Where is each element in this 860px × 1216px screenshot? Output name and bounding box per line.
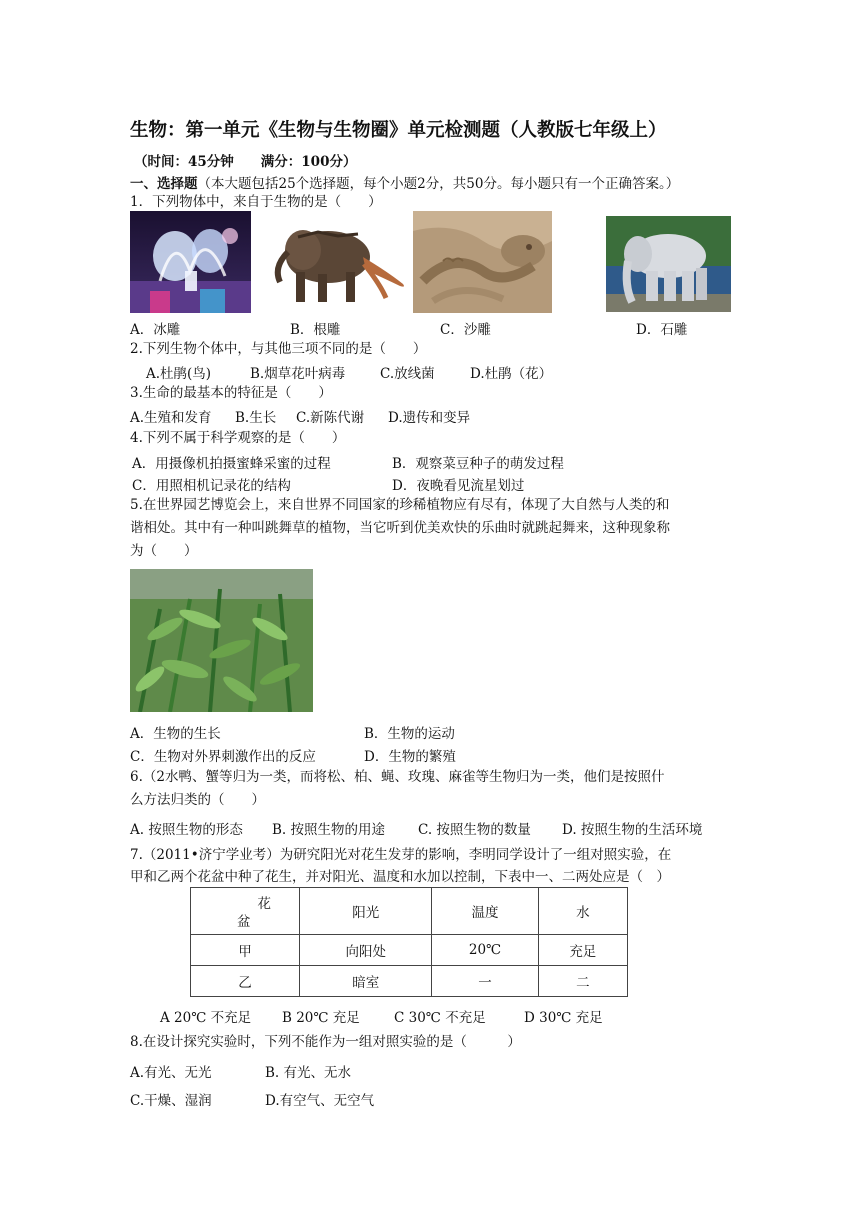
q2-option-c: C.放线菌	[380, 366, 435, 382]
corner-label-bottom: 盆	[237, 914, 251, 930]
sand-sculpture-image	[413, 211, 552, 313]
q8-option-b: B. 有光、无水	[265, 1065, 352, 1081]
q6-option-a: A. 按照生物的形态	[130, 822, 243, 838]
q6-line-1: 6.（2水鸭、蟹等归为一类，而将松、柏、蝇、玫瑰、麻雀等生物归为一类，他们是按照什	[130, 769, 665, 785]
page-title: 生物：第一单元《生物与生物圈》单元检测题（人教版七年级上）	[130, 120, 667, 141]
table-header: 水	[538, 888, 627, 935]
table-header: 阳光	[300, 888, 432, 935]
table-corner-cell	[191, 888, 300, 935]
section-note: （本大题包括25个选择题，每个小题2分，共50分。每小题只有一个正确答案。）	[197, 176, 680, 192]
q3-stem: 3.生命的最基本的特征是（ ）	[130, 385, 332, 401]
q2-stem: 2.下列生物个体中，与其他三项不同的是（ ）	[130, 341, 427, 357]
q4-option-b: B．观察菜豆种子的萌发过程	[392, 456, 564, 472]
q2-option-b: B.烟草花叶病毒	[250, 366, 346, 382]
q4-option-c: C．用照相机记录花的结构	[132, 478, 291, 494]
q8-option-a: A.有光、无光	[130, 1065, 212, 1081]
q7-option-b: B 20℃ 充足	[282, 1010, 360, 1026]
q1-option-c: C．沙雕	[440, 322, 491, 338]
q7-line-1: 7.（2011•济宁学业考）为研究阳光对花生发芽的影响，李明同学设计了一组对照实验，在	[130, 847, 672, 863]
q8-stem: 8.在设计探究实验时，下列不能作为一组对照实验的是（ ）	[130, 1034, 521, 1050]
q7-option-a: A 20℃ 不充足	[160, 1010, 252, 1026]
q4-stem: 4.下列不属于科学观察的是（ ）	[130, 430, 346, 446]
table-row	[191, 935, 628, 966]
q5-line-2: 谐相处。其中有一种叫跳舞草的植物，当它听到优美欢快的乐曲时就跳起舞来，这种现象称	[130, 520, 670, 536]
q4-option-d: D．夜晚看见流星划过	[392, 478, 525, 494]
q4-option-a: A．用摄像机拍摄蜜蜂采蜜的过程	[132, 456, 331, 472]
table-cell: 向阳处	[300, 935, 432, 966]
table-cell: 二	[538, 966, 627, 997]
ice-sculpture-image	[130, 211, 251, 313]
q1-option-a: A．冰雕	[130, 322, 181, 338]
q5-line-1: 5.在世界园艺博览会上，来自世界不同国家的珍稀植物应有尽有，体现了大自然与人类的和	[130, 497, 670, 513]
q3-option-d: D.遗传和变异	[388, 410, 471, 426]
dancing-grass-image	[130, 569, 313, 712]
q5-option-c: C．生物对外界刺激作出的反应	[130, 749, 316, 765]
table-cell: 甲	[191, 935, 300, 966]
corner-label-top: 花	[257, 896, 271, 912]
q8-option-d: D.有空气、无空气	[265, 1093, 375, 1109]
q6-option-d: D. 按照生物的生活环境	[562, 822, 703, 838]
section-heading	[130, 175, 679, 193]
root-carving-image	[268, 212, 411, 312]
q2-option-a: A.杜鹃(鸟)	[146, 366, 212, 382]
table-cell: 20℃	[432, 935, 538, 966]
q1-option-b: B．根雕	[290, 322, 341, 338]
table-header: 温度	[432, 888, 538, 935]
q7-option-c: C 30℃ 不充足	[394, 1010, 486, 1026]
q6-line-2: 么方法归类的（ ）	[130, 792, 265, 808]
q5-line-3: 为（ ）	[130, 543, 198, 559]
q8-option-c: C.干燥、湿润	[130, 1093, 212, 1109]
q7-option-d: D 30℃ 充足	[524, 1010, 603, 1026]
q1-stem: 1．下列物体中，来自于生物的是（ ）	[130, 194, 382, 210]
q3-option-c: C.新陈代谢	[296, 410, 365, 426]
exam-info: （时间：45分钟 满分：100分）	[134, 154, 357, 170]
q5-option-a: A．生物的生长	[130, 726, 221, 742]
section-title: 一、选择题	[130, 176, 198, 192]
experiment-table	[190, 887, 628, 997]
q5-option-b: B．生物的运动	[364, 726, 455, 742]
q6-option-b: B. 按照生物的用途	[272, 822, 386, 838]
q5-option-d: D．生物的繁殖	[364, 749, 456, 765]
q7-line-2: 甲和乙两个花盆中种了花生，并对阳光、温度和水加以控制，下表中一、二两处应是（ ）	[130, 869, 670, 885]
table-cell: 充足	[538, 935, 627, 966]
table-header-row	[191, 888, 628, 935]
q3-option-a: A.生殖和发育	[130, 410, 212, 426]
table-cell: 一	[432, 966, 538, 997]
q3-option-b: B.生长	[235, 410, 277, 426]
table-cell: 暗室	[300, 966, 432, 997]
table-cell: 乙	[191, 966, 300, 997]
stone-elephant-image	[606, 216, 731, 312]
q2-option-d: D.杜鹃（花）	[470, 366, 553, 382]
q6-option-c: C. 按照生物的数量	[418, 822, 531, 838]
q1-option-d: D．石雕	[636, 322, 688, 338]
table-row	[191, 966, 628, 997]
